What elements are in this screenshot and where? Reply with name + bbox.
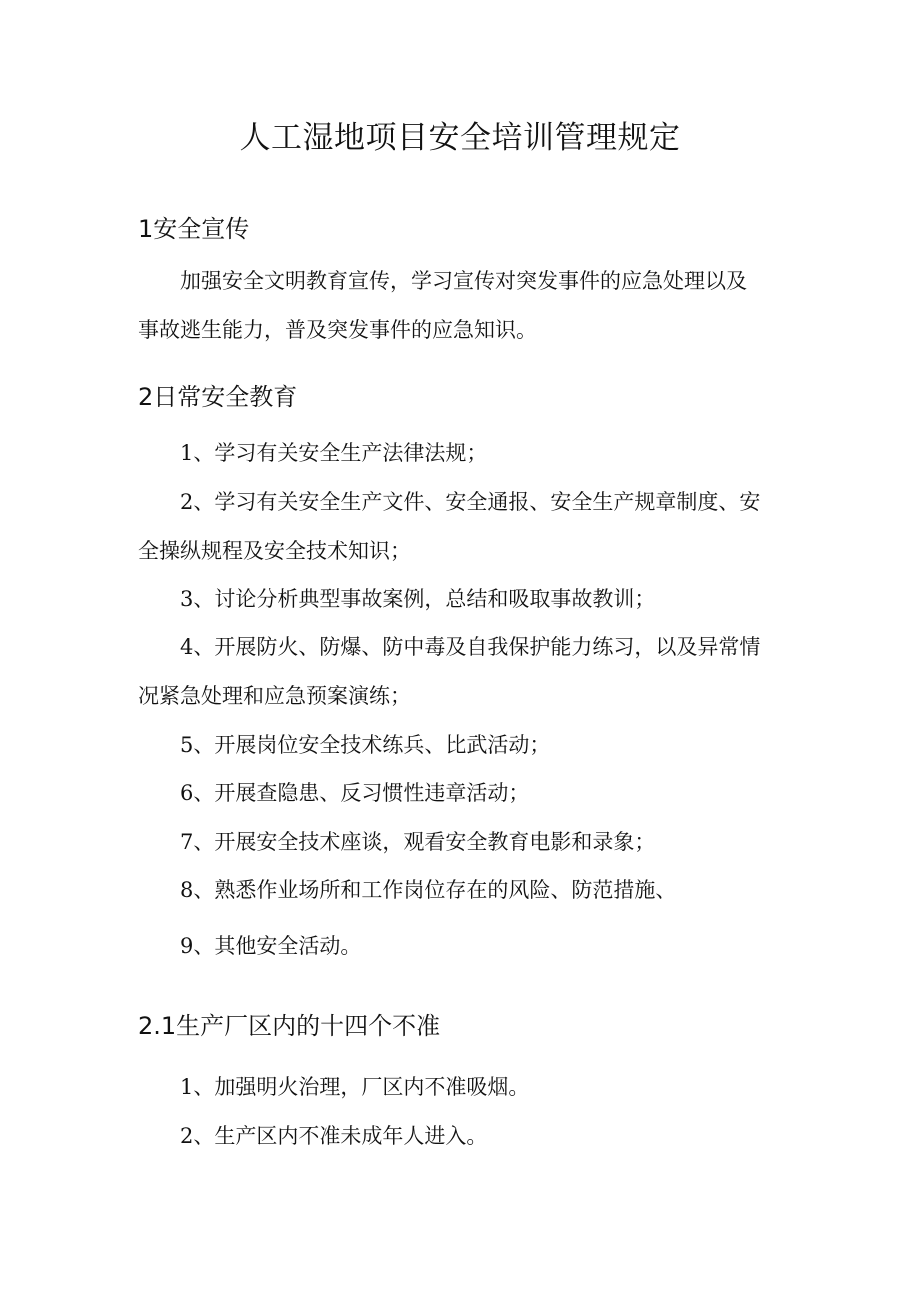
paragraph-line: 事故逃生能力，普及突发事件的应急知识。 bbox=[138, 318, 537, 342]
list-item: 5、开展岗位安全技术练兵、比武活动； bbox=[180, 733, 551, 757]
section-heading-2-1: 2.1生产厂区内的十四个不准 bbox=[138, 1012, 441, 1040]
section-heading-2: 2日常安全教育 bbox=[138, 383, 298, 411]
document-title: 人工湿地项目安全培训管理规定 bbox=[239, 120, 681, 156]
section-heading-1: 1安全宣传 bbox=[138, 215, 250, 243]
list-item-continuation: 况紧急处理和应急预案演练； bbox=[138, 684, 411, 708]
list-item: 1、加强明火治理，厂区内不准吸烟。 bbox=[180, 1075, 530, 1099]
list-item: 8、熟悉作业场所和工作岗位存在的风险、防范措施、 bbox=[180, 878, 677, 902]
list-item: 7、开展安全技术座谈，观看安全教育电影和录象； bbox=[180, 830, 656, 854]
paragraph-line: 加强安全文明教育宣传，学习宣传对突发事件的应急处理以及 bbox=[180, 269, 747, 293]
list-item: 6、开展查隐患、反习惯性违章活动； bbox=[180, 781, 530, 805]
list-item: 3、讨论分析典型事故案例，总结和吸取事故教训； bbox=[180, 587, 656, 611]
list-item: 2、生产区内不准未成年人进入。 bbox=[180, 1124, 488, 1148]
list-item-continuation: 全操纵规程及安全技术知识； bbox=[138, 539, 411, 563]
list-item: 4、开展防火、防爆、防中毒及自我保护能力练习，以及异常情 bbox=[180, 635, 761, 659]
list-item: 9、其他安全活动。 bbox=[180, 934, 362, 958]
list-item: 1、学习有关安全生产法律法规； bbox=[180, 441, 488, 465]
list-item: 2、学习有关安全生产文件、安全通报、安全生产规章制度、安 bbox=[180, 490, 761, 514]
